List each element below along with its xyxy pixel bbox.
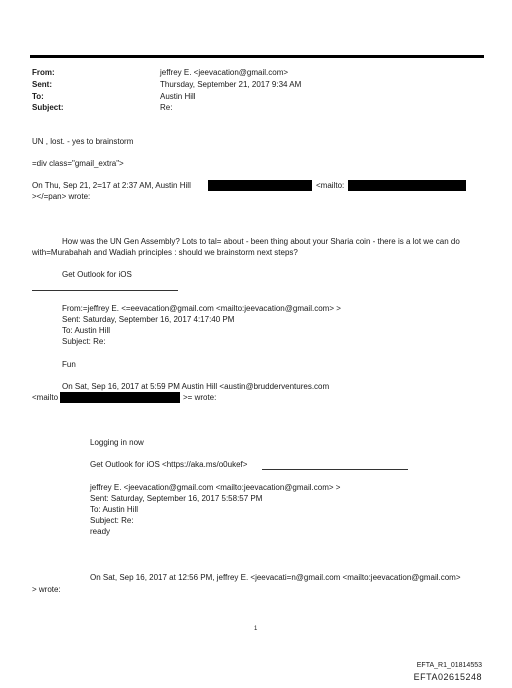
quote2-from: jeffrey E. <jeevacation@gmail.com <mailto:jeevacation@gmail.com> >	[90, 483, 341, 492]
redaction-box	[60, 392, 180, 403]
quote2-on-line: On Sat, Sep 16, 2017 at 12:56 PM, jeffrey E. <jeevacati=n@gmail.com <mailto:jeevacation@gmail.com>	[90, 573, 461, 582]
quote1-subject: Subject: Re:	[62, 337, 106, 346]
body-paragraph-line-1: How was the UN Gen Assembly? Lots to tal= about - been thing about your Sharia coin - there is a lot we can do	[62, 237, 460, 246]
quote1-wrote: >= wrote:	[183, 393, 217, 402]
to-value: Austin Hill	[160, 92, 196, 101]
from-value: jeffrey E. <jeevacation@gmail.com>	[160, 68, 289, 77]
quote2-subject: Subject: Re:	[90, 516, 134, 525]
outlook-signature: Get Outlook for iOS	[62, 270, 132, 279]
quote1-sent: Sent: Saturday, September 16, 2017 4:17:40 PM	[62, 315, 235, 324]
body-paragraph-line-2: with=Murabahah and Wadiah principles : should we brainstorm next steps?	[32, 248, 298, 257]
quote2-outlook: Get Outlook for iOS <https://aka.ms/o0ukef>	[90, 460, 248, 469]
quote1-from: From:=jeffrey E. <=eevacation@gmail.com <mailto:jeevacation@gmail.com> >	[62, 304, 341, 313]
redaction-box	[208, 180, 312, 191]
body-line-2: =div class="gmail_extra">	[32, 159, 124, 168]
sent-value: Thursday, September 21, 2017 9:34 AM	[160, 80, 302, 89]
sent-label: Sent:	[32, 80, 52, 89]
quote1-on-line: On Sat, Sep 16, 2017 at 5:59 PM Austin Hill <austin@brudderventures.com	[62, 382, 330, 391]
subject-value: Re:	[160, 103, 173, 112]
quote2-logging: Logging in now	[90, 438, 144, 447]
body-line-1: UN , lost. - yes to brainstorm	[32, 137, 134, 146]
to-label: To:	[32, 92, 44, 101]
quote1-to: To: Austin Hill	[62, 326, 111, 335]
quote1-mailto: <mailto	[32, 393, 59, 402]
quote1-message: Fun	[62, 360, 76, 369]
body-line-4: ></=pan> wrote:	[32, 192, 91, 201]
signature-rule	[262, 469, 408, 470]
separator-rule	[32, 290, 178, 291]
header-rule	[30, 55, 484, 58]
page-number: 1	[254, 626, 258, 632]
body-line-3b: <mailto:	[316, 181, 345, 190]
quote2-wrote: > wrote:	[32, 585, 61, 594]
from-label: From:	[32, 68, 55, 77]
quote2-message: ready	[90, 527, 111, 536]
bates-reference-small: EFTA_R1_01814553	[416, 662, 482, 669]
bates-reference-large: EFTA02615248	[413, 672, 482, 682]
body-line-3a: On Thu, Sep 21, 2=17 at 2:37 AM, Austin Hill	[32, 181, 191, 190]
subject-label: Subject:	[32, 103, 64, 112]
quote2-sent: Sent: Saturday, September 16, 2017 5:58:57 PM	[90, 494, 263, 503]
redaction-box	[348, 180, 466, 191]
quote2-to: To: Austin Hill	[90, 505, 139, 514]
